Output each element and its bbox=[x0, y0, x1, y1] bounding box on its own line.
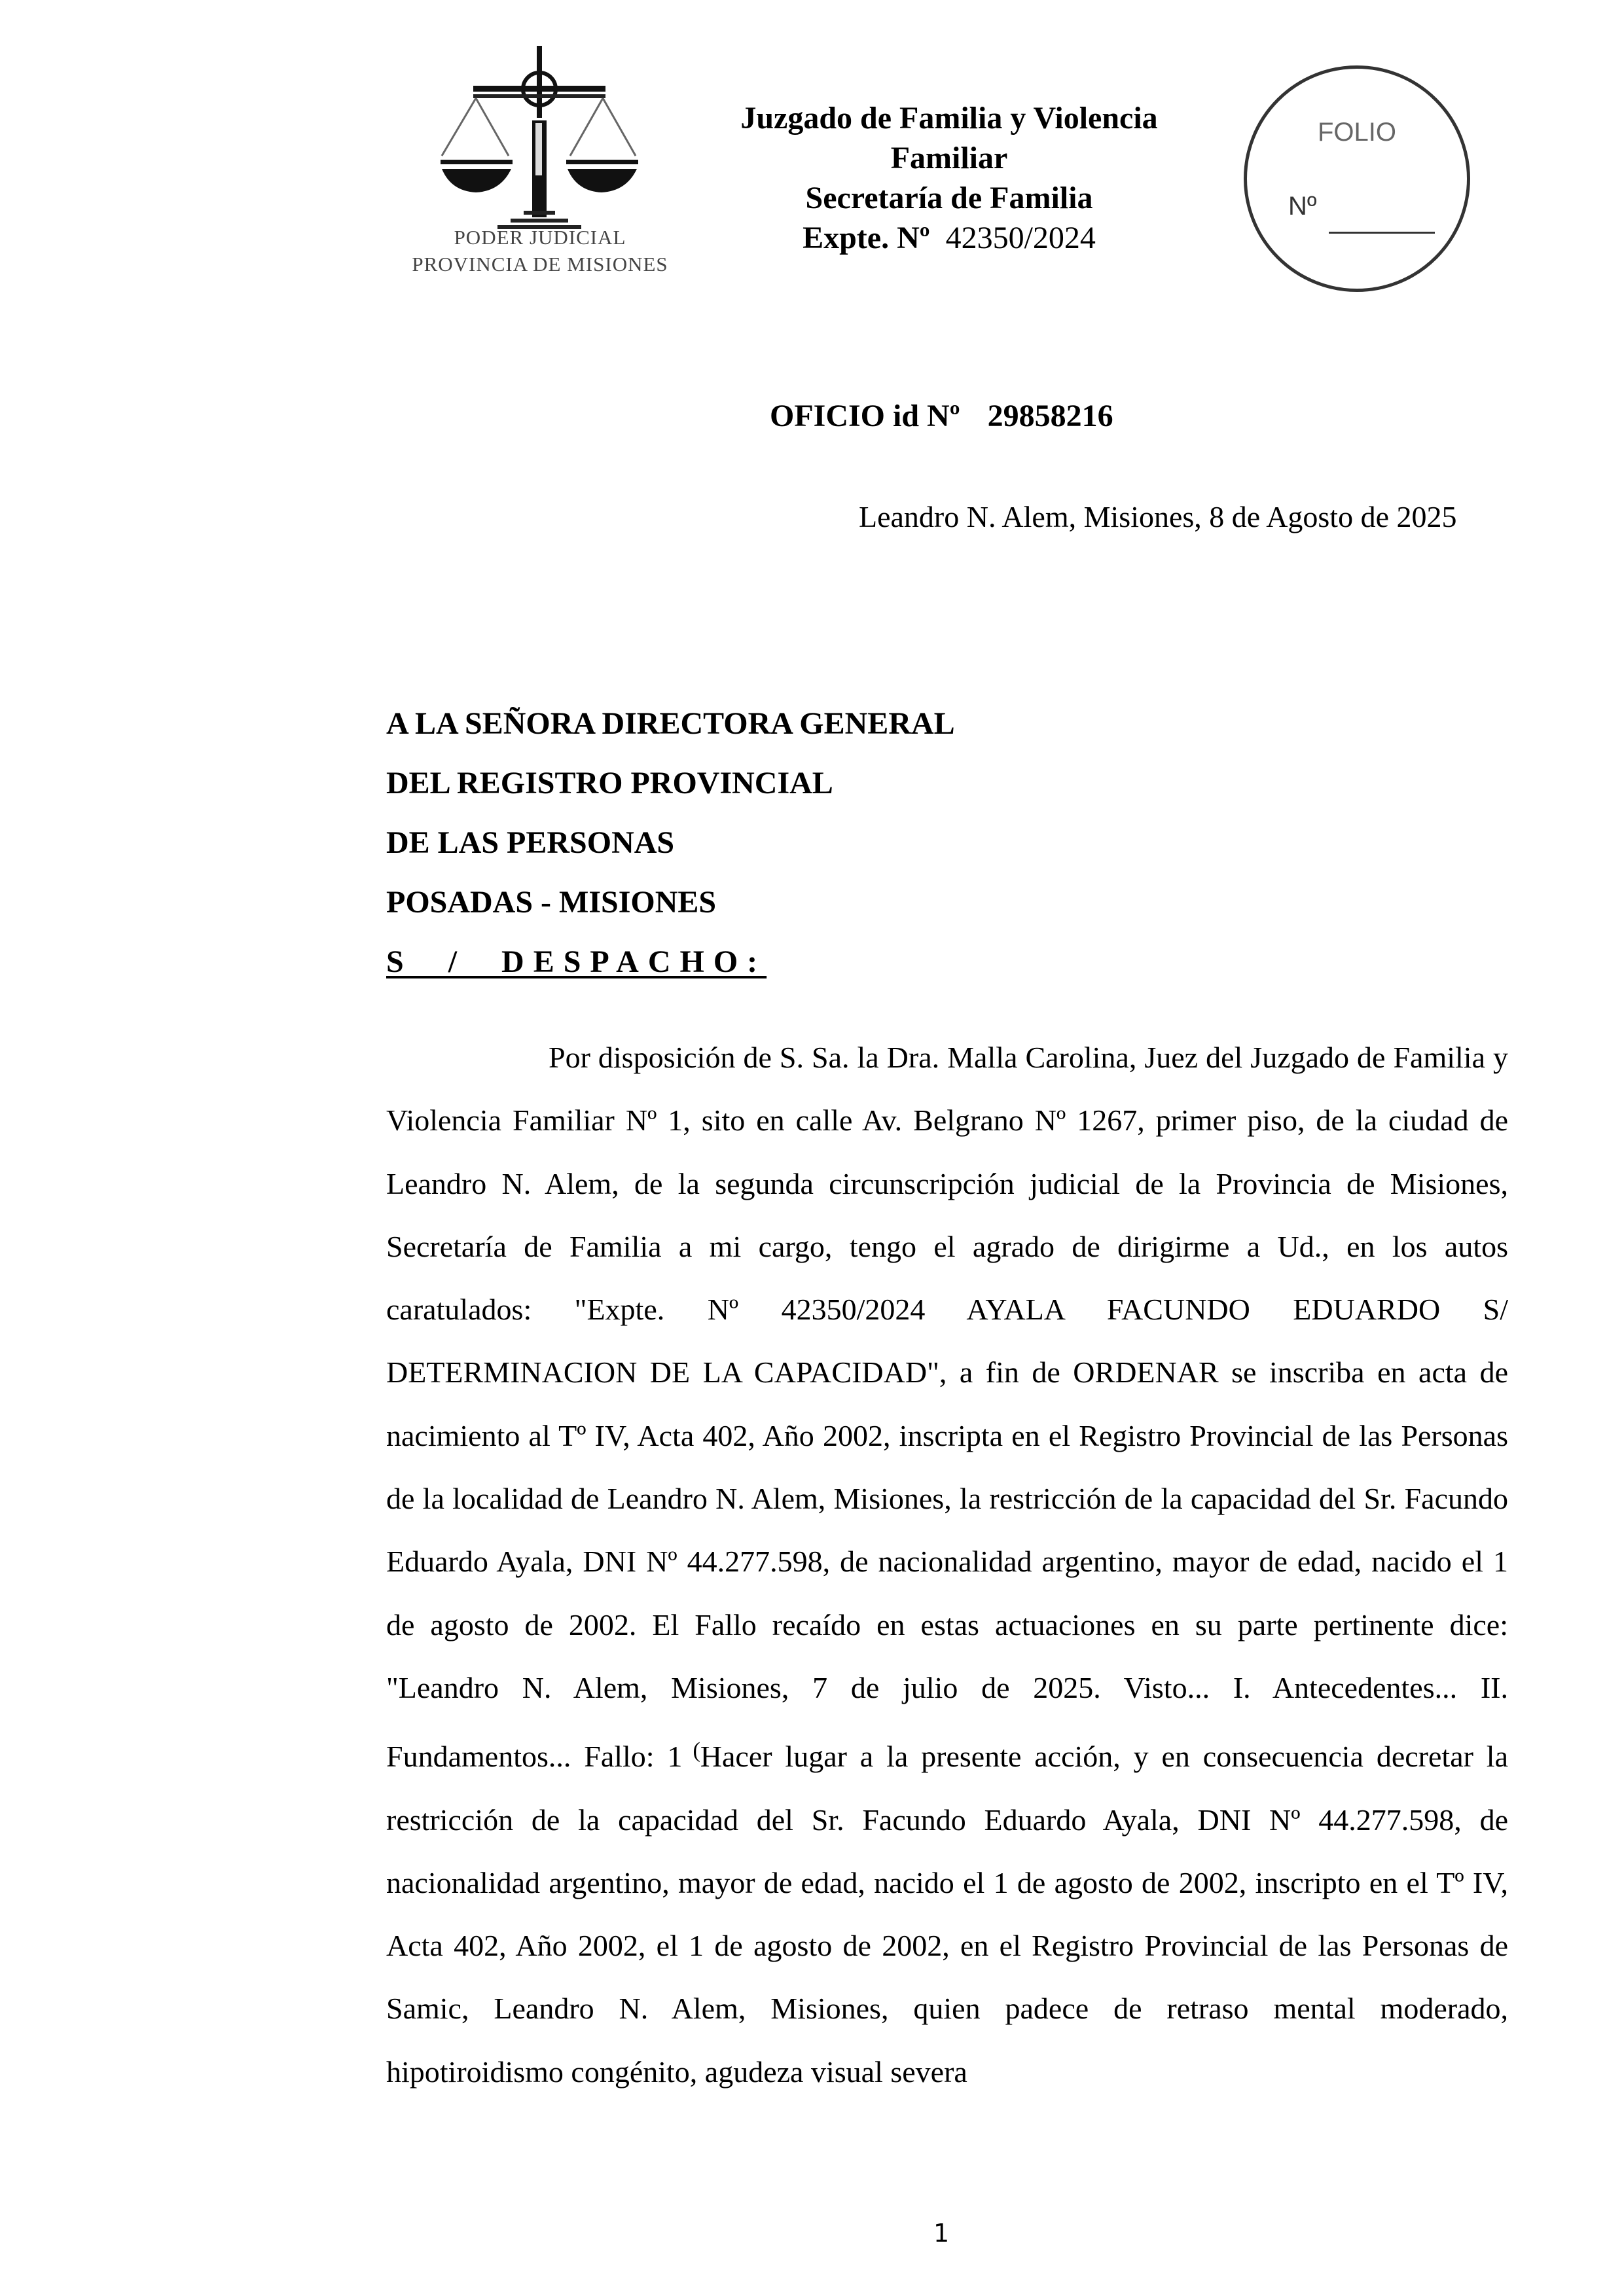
court-name-line1: Juzgado de Familia y Violencia bbox=[740, 101, 1158, 135]
folio-stamp-circle bbox=[1244, 65, 1470, 292]
addressee-line: DE LAS PERSONAS bbox=[386, 825, 675, 860]
expte-number: 42350/2024 bbox=[945, 221, 1096, 255]
poder-judicial-logo bbox=[403, 39, 677, 288]
folio-number-blank-line bbox=[1329, 232, 1435, 234]
addressee-line: DEL REGISTRO PROVINCIAL bbox=[386, 766, 833, 800]
addressee-block bbox=[386, 694, 955, 992]
oficio-number: 29858216 bbox=[987, 399, 1113, 433]
body-paragraph bbox=[386, 1026, 1508, 2104]
addressee-line: POSADAS - MISIONES bbox=[386, 885, 717, 920]
despacho-line: S / DESPACHO: bbox=[386, 944, 767, 979]
folio-label: FOLIO bbox=[1317, 118, 1397, 147]
page-number: 1 bbox=[933, 2219, 950, 2248]
body-text-part2: Hacer lugar a la presente acción, y en consecuencia decretar la restricción de la capacidad del Sr. Facundo Eduardo Ayala, DNI Nº 44.277.598, de nacionalidad argentino, mayor de edad, nacido el 1 de agosto de 2002, inscripto en el Tº IV, Acta 402, Año 2002, el 1 de agosto de 2002, en el Registro Provincial de las Personas de Samic, Leandro N. Alem, Misiones, quien padece de retraso mental moderado, hipotiroidismo congénito, agudeza visual severa bbox=[386, 1740, 1508, 2089]
logo-text-poder-judicial: PODER JUDICIAL bbox=[454, 226, 626, 249]
addressee-line: A LA SEÑORA DIRECTORA GENERAL bbox=[386, 706, 955, 741]
folio-number-label: Nº bbox=[1288, 192, 1317, 221]
expte-line bbox=[687, 218, 1211, 258]
body-text-part1: Por disposición de S. Sa. la Dra. Malla Carolina, Juez del Juzgado de Familia y Violencia Familiar Nº 1, sito en calle Av. Belgrano Nº 1267, primer piso, de la ciudad de Leandro N. Alem, de la segunda circunscripción judicial de la Provincia de Misiones, Secretaría de Familia a mi cargo, tengo el agrado de dirigirme a Ud., en los autos caratulados: "Expte. Nº 42350/2024 AYALA FACUNDO EDUARDO S/ DETERMINACION DE LA CAPACIDAD", a fin de ORDENAR se inscriba en acta de nacimiento al Tº IV, Acta 402, Año 2002, inscripta en el Registro Provincial de las Personas de la localidad de Leandro N. Alem, Misiones, la restricción de la capacidad del Sr. Facundo Eduardo Ayala, DNI Nº 44.277.598, de nacionalidad argentino, mayor de edad, nacido el 1 de agosto de 2002. El Fallo recaído en estas actuaciones en su parte pertinente dice: "Leandro N. Alem, Misiones, 7 de julio de 2025. Visto... I. Antecedentes... II. Fundamentos... Fallo: 1 bbox=[386, 1041, 1508, 1774]
logo-text-provincia: PROVINCIA DE MISIONES bbox=[412, 253, 668, 276]
footnote-mark: ( bbox=[693, 1738, 700, 1763]
folio-stamp bbox=[1244, 65, 1473, 288]
place-date: Leandro N. Alem, Misiones, 8 de Agosto de 2025 bbox=[859, 500, 1457, 533]
oficio-label: OFICIO id Nº bbox=[770, 399, 960, 433]
oficio-heading bbox=[770, 398, 1113, 434]
court-header bbox=[687, 98, 1211, 258]
court-name-line2: Familiar bbox=[890, 141, 1008, 175]
scales-of-justice-icon bbox=[403, 39, 677, 229]
secretaria-line: Secretaría de Familia bbox=[805, 181, 1093, 215]
expte-label: Expte. Nº bbox=[803, 221, 930, 255]
